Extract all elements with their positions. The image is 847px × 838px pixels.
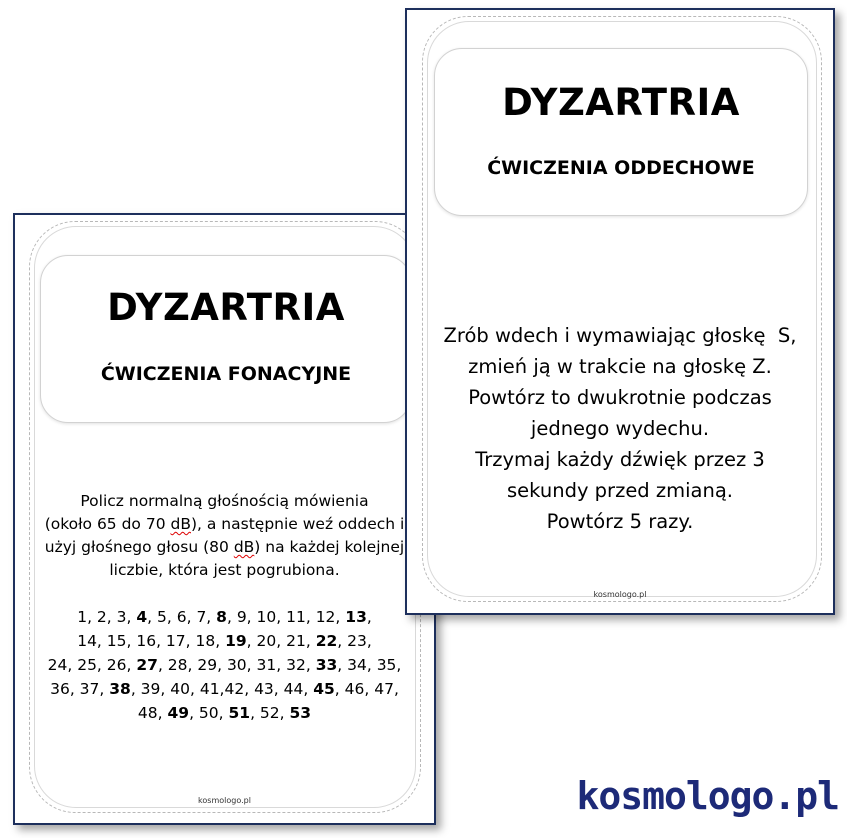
bold-number: 51 [228,704,251,722]
number-text: , 50, [189,704,229,722]
instruction-line: jednego wydechu. [530,417,710,440]
instruction-line [15,513,434,536]
number-line [15,677,434,701]
number-sequence [15,605,434,725]
bold-number: 27 [136,656,158,674]
instructions [15,490,434,582]
brand-watermark: kosmologo.pl [576,774,839,818]
spellcheck-word: dB [170,515,191,533]
card-footer: kosmologo.pl [198,796,251,805]
number-text: , 9, 10, 11, 12, [226,608,346,626]
bold-number: 8 [216,608,227,626]
number-text: , [366,608,372,626]
bold-number: 22 [315,632,338,650]
card-subtitle: ĆWICZENIA ODDECHOWE [487,157,755,179]
number-text: , 23, [337,632,372,650]
bold-number: 38 [109,680,131,698]
card-footer: kosmologo.pl [593,590,647,599]
number-line [15,629,434,653]
bold-number: 19 [225,632,247,650]
number-text: 14, 15, 16, 17, 18, [77,632,226,650]
number-text: 24, 25, 26, [47,656,137,674]
bold-number: 53 [289,704,312,722]
instruction-text: ), a następnie weź oddech i [190,515,405,533]
number-text: 36, 37, [50,680,110,698]
bold-number: 33 [315,656,338,674]
number-line [15,653,434,677]
number-text: 48, [137,704,168,722]
card-fonacyjne [13,213,436,825]
instruction-text: użyj głośnego głosu (80 [44,538,234,556]
instruction-line [15,536,434,559]
spellcheck-word: dB [233,538,255,556]
instruction-text: (około 65 do 70 [44,515,171,533]
instruction-line: sekundy przed zmianą. [507,479,733,502]
number-text: 1, 2, 3, [77,608,137,626]
card-title: DYZARTRIA [107,286,345,329]
number-text: , 5, 6, 7, [147,608,217,626]
instruction-line: Powtórz 5 razy. [546,510,694,533]
bold-number: 49 [167,704,190,722]
header-box [40,255,412,423]
card-oddechowe [405,8,835,615]
bold-number: 4 [136,608,148,626]
instructions [407,320,833,537]
number-text: , 34, 35, [337,656,402,674]
card-title: DYZARTRIA [502,81,740,124]
instruction-line: zmień ją w trakcie na głoskę Z. [468,355,772,378]
bold-number: 45 [313,680,335,698]
number-text: , 20, 21, [246,632,316,650]
card-subtitle: ĆWICZENIA FONACYJNE [100,363,352,385]
number-line [15,701,434,725]
instruction-line: Trzymaj każdy dźwięk przez 3 [475,448,765,471]
number-line [15,605,434,629]
instruction-line: Policz normalną głośnością mówienia [80,492,369,510]
instruction-line: Zrób wdech i wymawiając głoskę S, [443,324,797,347]
number-text: , 28, 29, 30, 31, 32, [157,656,316,674]
instruction-line: Powtórz to dwukrotnie podczas [468,386,772,409]
number-text: , 52, [250,704,290,722]
number-text: , 39, 40, 41,42, 43, 44, [130,680,314,698]
instruction-text: ) na każdej kolejnej [254,538,405,556]
header-box [434,48,808,216]
number-text: , 46, 47, [334,680,399,698]
instruction-line: liczbie, która jest pogrubiona. [109,561,340,579]
bold-number: 13 [345,608,367,626]
